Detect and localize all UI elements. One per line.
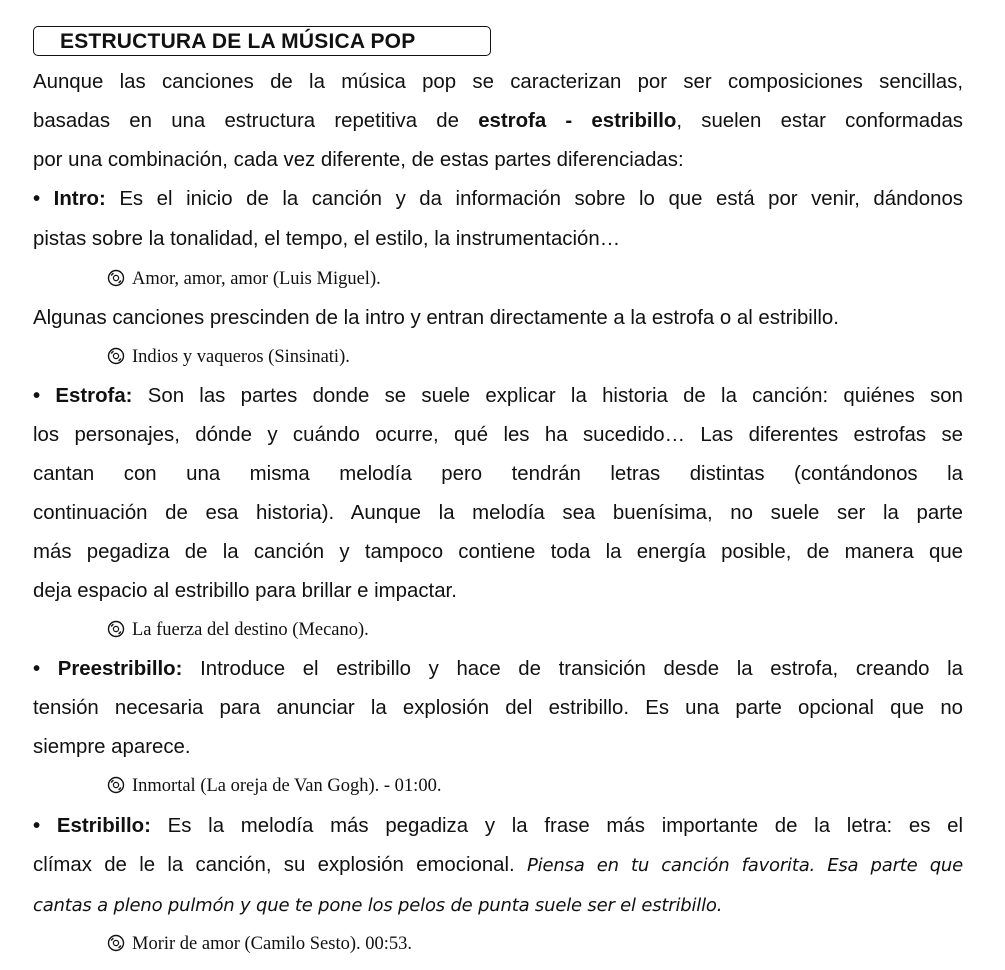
text-line: deja espacio al estribillo para brillar e impactar. <box>33 580 457 602</box>
text-line: pistas sobre la tonalidad, el tempo, el estilo, la instrumentación… <box>33 228 621 250</box>
text-line: tensión necesaria para anunciar la explosión del estribillo. Es una parte opcional que no <box>33 697 963 719</box>
handwritten-text: Piensa en tu canción favorita. Esa parte que <box>527 855 963 876</box>
section-intro: • Intro: Es el inicio de la canción y da información sobre lo que está por venir, dándonos <box>33 188 963 210</box>
text-line: siempre aparece. <box>33 736 191 758</box>
section-label: • Estrofa: <box>33 385 133 407</box>
text-line <box>33 893 963 918</box>
section-estrofa: • Estrofa: Son las partes donde se suele explicar la historia de la canción: quiénes son <box>33 385 963 407</box>
section-label: • Preestribillo: <box>33 658 183 680</box>
handwritten-text: cantas a pleno pulmón y que te pone los pelos de punta suele ser el estribillo. <box>33 895 723 916</box>
music-disc-icon <box>107 776 125 794</box>
text-line: continuación de esa historia). Aunque la melodía sea buenísima, no suele ser la parte <box>33 502 963 524</box>
text-line: Aunque las canciones de la música pop se caracterizan por ser composiciones sencillas, <box>33 71 963 93</box>
title-box <box>33 26 491 56</box>
music-disc-icon <box>107 347 125 365</box>
text-line: cantan con una misma melodía pero tendrán letras distintas (contándonos la <box>33 463 963 485</box>
section-estribillo: • Estribillo: Es la melodía más pegadiza y la frase más importante de la letra: es el <box>33 815 963 837</box>
section-preestribillo: • Preestribillo: Introduce el estribillo y hace de transición desde la estrofa, creando la <box>33 658 964 680</box>
music-disc-icon <box>107 269 125 287</box>
section-label: • Estribillo: <box>33 815 151 837</box>
page-title: ESTRUCTURA DE LA MÚSICA POP <box>60 30 416 53</box>
text-line: clímax de le la canción, su explosión emocional. Piensa en tu canción favorita. Esa parte que <box>33 854 963 876</box>
song-example: Inmortal (La oreja de Van Gogh). - 01:00. <box>107 775 441 797</box>
song-example: Morir de amor (Camilo Sesto). 00:53. <box>107 933 412 955</box>
text-line: basadas en una estructura repetitiva de estrofa - estribillo, suelen estar conformadas <box>33 110 964 132</box>
music-disc-icon <box>107 934 125 952</box>
text-line: Algunas canciones prescinden de la intro y entran directamente a la estrofa o al estribillo. <box>33 307 839 329</box>
song-example: La fuerza del destino (Mecano). <box>107 619 369 641</box>
emphasis-text: estrofa - estribillo <box>478 110 677 132</box>
text-line: los personajes, dónde y cuándo ocurre, qué les ha sucedido… Las diferentes estrofas se <box>33 424 963 446</box>
song-example: Amor, amor, amor (Luis Miguel). <box>107 268 381 290</box>
music-disc-icon <box>107 620 125 638</box>
section-label: • Intro: <box>33 188 106 210</box>
song-example: Indios y vaqueros (Sinsinati). <box>107 346 350 368</box>
text-line: por una combinación, cada vez diferente, de estas partes diferenciadas: <box>33 149 684 171</box>
text-line: más pegadiza de la canción y tampoco contiene toda la energía posible, de manera que <box>33 541 963 563</box>
